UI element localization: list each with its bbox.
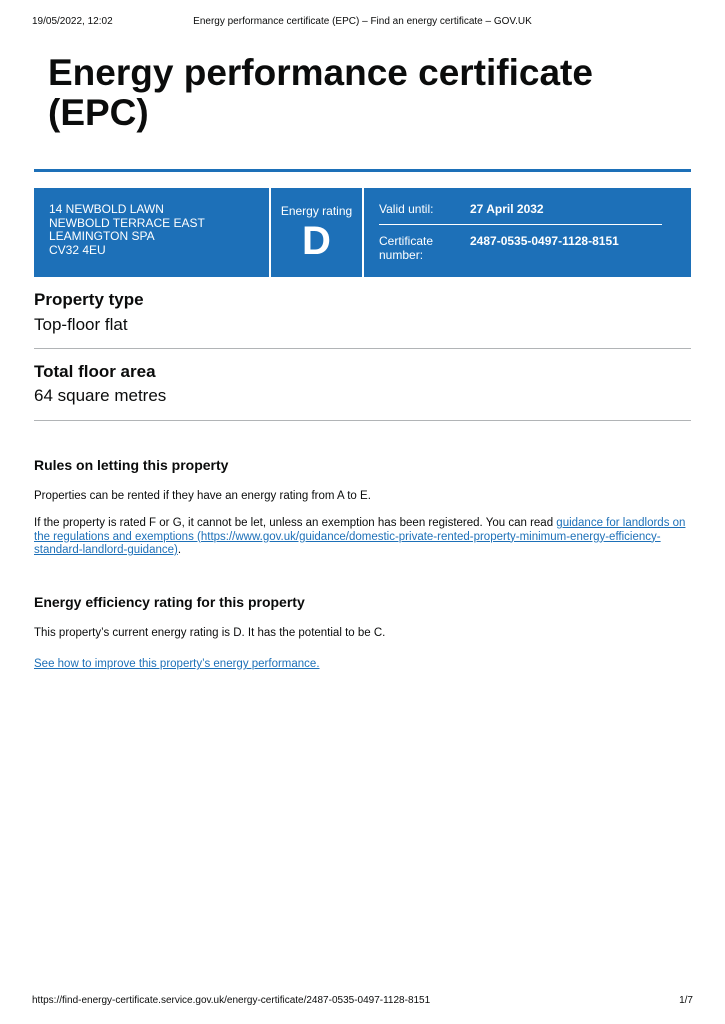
energy-rating-label: Energy rating [280, 204, 353, 218]
address-line: 14 NEWBOLD LAWN [49, 202, 164, 216]
energy-rating-box [271, 188, 362, 277]
letting-rules-para: Properties can be rented if they have an energy rating from A to E. [34, 490, 371, 502]
section-divider [34, 420, 691, 421]
efficiency-heading: Energy efficiency rating for this property [34, 594, 305, 610]
valid-until-value: 27 April 2032 [470, 202, 544, 216]
certificate-number-value: 2487-0535-0497-1128-8151 [470, 234, 619, 248]
panel-divider [362, 188, 364, 277]
certificate-number-label: Certificate number: [379, 234, 434, 262]
page-number: 1/7 [679, 995, 693, 1006]
efficiency-para: This property’s current energy rating is D. It has the potential to be C. [34, 627, 386, 639]
energy-rating-value: D [302, 219, 331, 263]
letting-rules-heading: Rules on letting this property [34, 457, 229, 473]
property-type-heading: Property type [34, 290, 144, 309]
print-document-title: Energy performance certificate (EPC) – Find an energy certificate – GOV.UK [193, 16, 532, 27]
print-header [32, 16, 693, 30]
address-postcode: CV32 4EU [49, 242, 106, 257]
exemption-text: If the property is rated F or G, it cannot be let, unless an exemption has been registered. You can read [34, 517, 557, 529]
address-line: LEAMINGTON SPA [49, 229, 155, 243]
landlord-guidance-link[interactable]: guidance for landlords on the regulations and exemptions (https://www.gov.uk/guidance/domestic-private-rented-property-minimum-energy-efficiency-standard-landlord-guidance) [34, 517, 686, 556]
property-type-value: Top-floor flat [34, 315, 128, 334]
print-url: https://find-energy-certificate.service.gov.uk/energy-certificate/2487-0535-0497-1128-8151 [32, 995, 431, 1006]
valid-until-label: Valid until: [379, 202, 434, 216]
title-divider [34, 169, 691, 172]
page-title: Energy performance certificate (EPC) [48, 52, 593, 133]
improve-performance-para [34, 658, 691, 672]
exemption-text-end: . [177, 544, 182, 556]
section-divider [34, 348, 691, 349]
print-date: 19/05/2022, 12:02 [32, 16, 113, 27]
panel-inner-divider [379, 224, 662, 225]
floor-area-heading: Total floor area [34, 362, 156, 381]
improve-performance-link[interactable]: See how to improve this property’s energy performance. [34, 658, 320, 670]
address-line: NEWBOLD TERRACE EAST [49, 215, 205, 230]
floor-area-value: 64 square metres [34, 386, 167, 405]
property-address [49, 203, 205, 257]
epc-summary-panel [34, 188, 691, 277]
letting-exemption-para [34, 517, 691, 558]
